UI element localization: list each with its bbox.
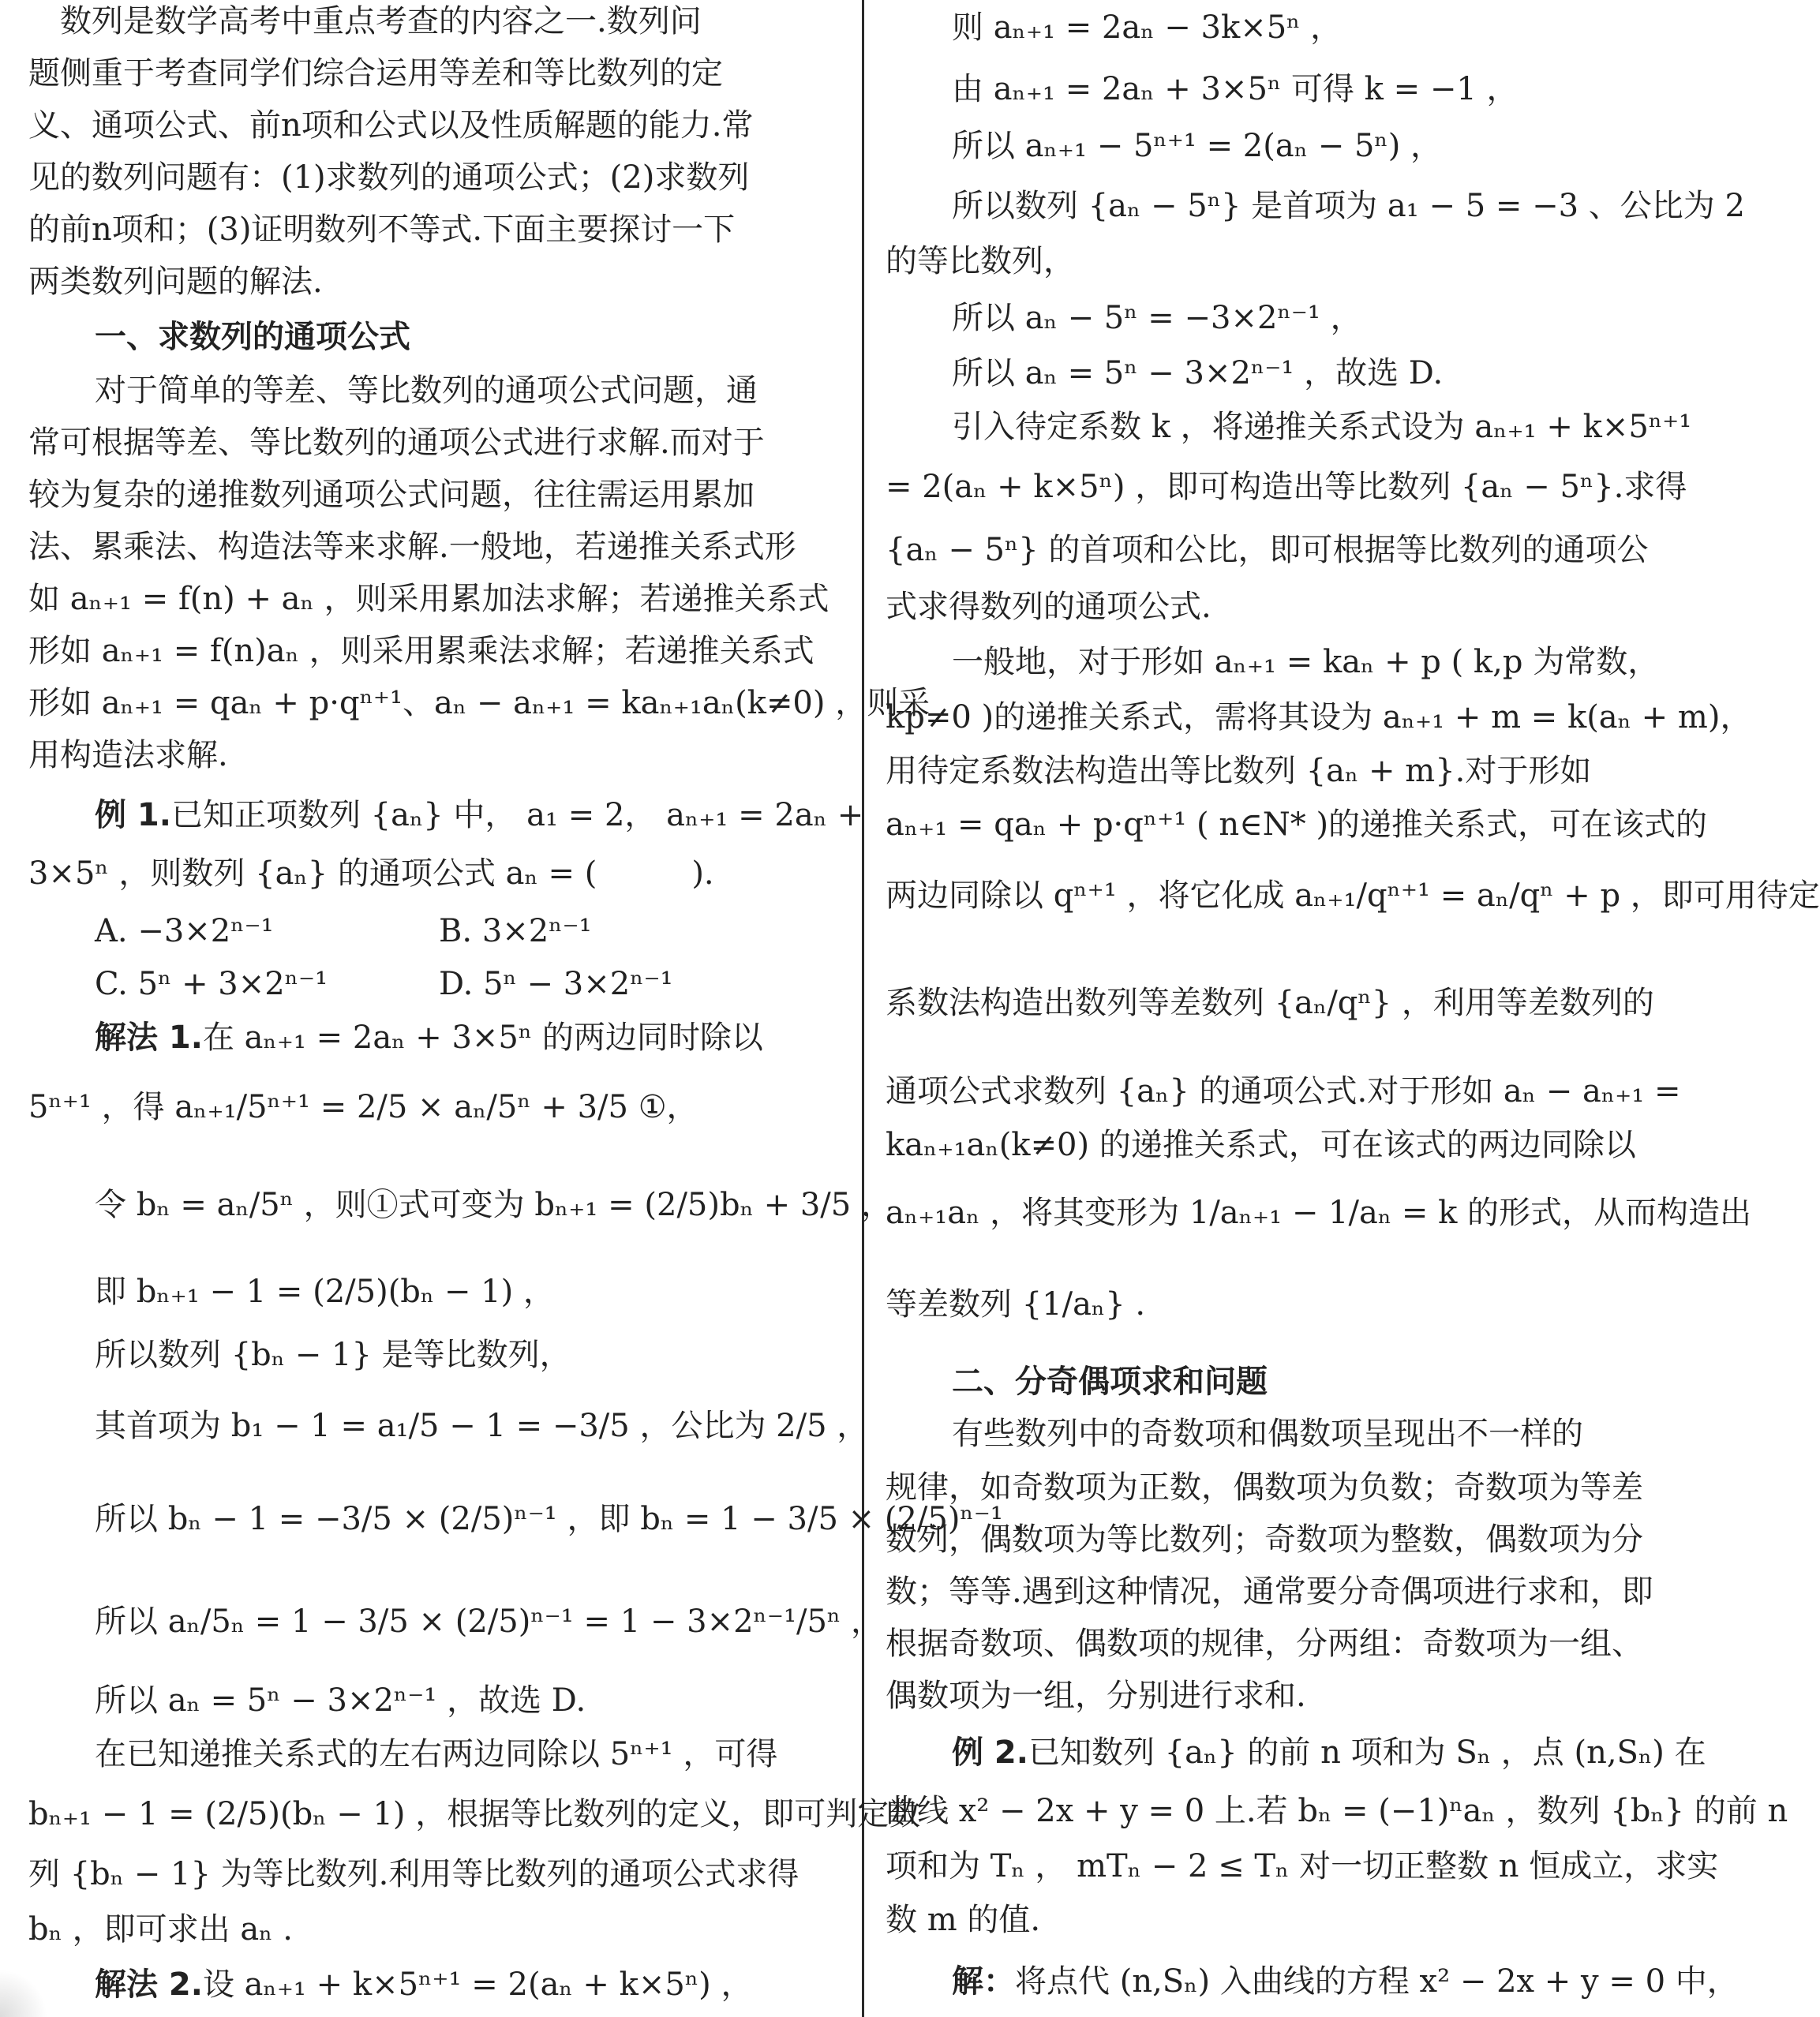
section-heading-1: 一、求数列的通项公式 <box>95 319 410 355</box>
math-line: 所以数列 {bₙ − 1} 是等比数列， <box>95 1337 571 1373</box>
example-2-label: 例 2. <box>952 1734 1028 1771</box>
example-2 <box>952 1733 1706 1772</box>
example-1-line: 3×5ⁿ ，则数列 {aₙ} 的通项公式 aₙ = ( ). <box>28 855 714 892</box>
body-line: aₙ₊₁aₙ ，将其变形为 1/aₙ₊₁ − 1/aₙ = k 的形式，从而构造出 <box>886 1195 1752 1231</box>
body-line: 项和为 Tₙ ， mTₙ − 2 ≤ Tₙ 对一切正整数 n 恒成立，求实 <box>886 1848 1719 1884</box>
body-line: 用待定系数法构造出等比数列 {aₙ + m}.对于形如 <box>886 753 1592 789</box>
example-1 <box>95 795 863 835</box>
intro-line: 的前n项和；(3)证明数列不等式.下面主要探讨一下 <box>28 211 736 248</box>
body-line: 对于简单的等差、等比数列的通项公式问题，通 <box>95 372 758 409</box>
body-line: 根据奇数项、偶数项的规律，分两组：奇数项为一组、 <box>886 1626 1643 1662</box>
body-line: 数；等等.遇到这种情况，通常要分奇偶项进行求和，即 <box>886 1574 1653 1610</box>
column-divider <box>862 0 864 2017</box>
solution-1 <box>95 1018 763 1057</box>
example-1-label: 例 1. <box>95 797 171 833</box>
example-2-text: 已知数列 {aₙ} 的前 n 项和为 Sₙ ，点 (n,Sₙ) 在 <box>1028 1734 1706 1771</box>
scan-shadow <box>0 1970 47 2017</box>
body-line: 两边同除以 qⁿ⁺¹ ，将它化成 aₙ₊₁/qⁿ⁺¹ = aₙ/qⁿ + p ，即可用待定 <box>886 878 1820 914</box>
option-c: C. 5ⁿ + 3×2ⁿ⁻¹ <box>95 966 328 1002</box>
solution-1-label: 解法 1. <box>95 1020 203 1056</box>
math-line: 所以 bₙ − 1 = −3/5 × (2/5)ⁿ⁻¹ ，即 bₙ = 1 − 3/5 × (2/5)ⁿ⁻¹ ， <box>95 1501 1045 1537</box>
math-line: 即 bₙ₊₁ − 1 = (2/5)(bₙ − 1) ， <box>95 1274 555 1310</box>
body-line: 引入待定系数 k ，将递推关系式设为 aₙ₊₁ + k×5ⁿ⁺¹ <box>952 409 1692 445</box>
solution-2-text: 设 aₙ₊₁ + k×5ⁿ⁺¹ = 2(aₙ + k×5ⁿ) ， <box>202 1966 753 2003</box>
body-line: 形如 aₙ₊₁ = qaₙ + p·qⁿ⁺¹、aₙ − aₙ₊₁ = kaₙ₊₁aₙ(k≠0) ，则采 <box>28 685 931 721</box>
math-line: 由 aₙ₊₁ = 2aₙ + 3×5ⁿ 可得 k = −1 ， <box>952 71 1519 107</box>
body-line: 系数法构造出数列等差数列 {aₙ/qⁿ} ，利用等差数列的 <box>886 985 1654 1021</box>
intro-line: 义、通项公式、前n项和公式以及性质解题的能力.常 <box>28 107 754 144</box>
body-line: 形如 aₙ₊₁ = f(n)aₙ ，则采用累乘法求解；若递推关系式 <box>28 633 815 669</box>
solution-text: 将点代 (n,Sₙ) 入曲线的方程 x² − 2x + y = 0 中， <box>1015 1963 1739 2000</box>
intro-line: 两类数列问题的解法. <box>28 264 323 300</box>
body-line: {aₙ − 5ⁿ} 的首项和公比，即可根据等比数列的通项公 <box>886 532 1649 568</box>
example-1-text: 已知正项数列 {aₙ} 中， a₁ = 2， aₙ₊₁ = 2aₙ + <box>170 797 864 833</box>
body-line: 通项公式求数列 {aₙ} 的通项公式.对于形如 aₙ − aₙ₊₁ = <box>886 1073 1681 1110</box>
intro-line: 题侧重于考查同学们综合运用等差和等比数列的定 <box>28 55 723 92</box>
body-line: 常可根据等差、等比数列的通项公式进行求解.而对于 <box>28 425 765 461</box>
math-line: 其首项为 b₁ − 1 = a₁/5 − 1 = −3/5 ，公比为 2/5 ， <box>95 1408 869 1444</box>
math-line: 所以数列 {aₙ − 5ⁿ} 是首项为 a₁ − 5 = −3 、公比为 2 <box>952 188 1745 224</box>
body-line: = 2(aₙ + k×5ⁿ) ，即可构造出等比数列 {aₙ − 5ⁿ}.求得 <box>886 469 1687 505</box>
option-b: B. 3×2ⁿ⁻¹ <box>439 913 592 949</box>
body-line: 偶数项为一组，分别进行求和. <box>886 1678 1306 1714</box>
math-line: 则 aₙ₊₁ = 2aₙ − 3k×5ⁿ ， <box>952 9 1343 46</box>
body-line: 一般地，对于形如 aₙ₊₁ = kaₙ + p ( k,p 为常数， <box>952 644 1660 680</box>
body-line: 在已知递推关系式的左右两边同除以 5ⁿ⁺¹ ，可得 <box>95 1736 778 1772</box>
option-a: A. −3×2ⁿ⁻¹ <box>95 913 274 949</box>
solution-example-2 <box>952 1962 1739 2001</box>
body-line: 等差数列 {1/aₙ} . <box>886 1286 1146 1323</box>
body-line: bₙ₊₁ − 1 = (2/5)(bₙ − 1) ，根据等比数列的定义，即可判定数 <box>28 1796 921 1832</box>
body-line: 数 m 的值. <box>886 1902 1041 1938</box>
body-line: bₙ ，即可求出 aₙ . <box>28 1911 293 1948</box>
math-line: 所以 aₙ/5ₙ = 1 − 3/5 × (2/5)ⁿ⁻¹ = 1 − 3×2ⁿ⁻¹/5ⁿ ， <box>95 1603 882 1640</box>
solution-label: 解： <box>952 1963 1015 2000</box>
body-line: 曲线 x² − 2x + y = 0 上.若 bₙ = (−1)ⁿaₙ ，数列 {bₙ} 的前 n <box>886 1793 1788 1829</box>
math-line: 所以 aₙ − 5ⁿ = −3×2ⁿ⁻¹ ， <box>952 300 1362 336</box>
solution-2 <box>95 1965 753 2004</box>
body-line: 数列，偶数项为等比数列；奇数项为整数，偶数项为分 <box>886 1521 1643 1558</box>
math-line: 所以 aₙ = 5ⁿ − 3×2ⁿ⁻¹ ，故选 D. <box>952 355 1444 391</box>
math-line: 所以 aₙ = 5ⁿ − 3×2ⁿ⁻¹ ，故选 D. <box>95 1682 586 1719</box>
math-line: 的等比数列， <box>886 243 1075 279</box>
body-line: 列 {bₙ − 1} 为等比数列.利用等比数列的通项公式求得 <box>28 1856 800 1892</box>
solution-1-text: 在 aₙ₊₁ = 2aₙ + 3×5ⁿ 的两边同时除以 <box>202 1020 763 1056</box>
body-line: 用构造法求解. <box>28 737 228 773</box>
option-d: D. 5ⁿ − 3×2ⁿ⁻¹ <box>439 966 673 1002</box>
solution-2-label: 解法 2. <box>95 1966 203 2003</box>
intro-line: 见的数列问题有：(1)求数列的通项公式；(2)求数列 <box>28 159 750 196</box>
body-line: 法、累乘法、构造法等来求解.一般地，若递推关系式形 <box>28 529 796 565</box>
math-line: 令 bₙ = aₙ/5ⁿ ，则①式可变为 bₙ₊₁ = (2/5)bₙ + 3/5 ， <box>95 1187 893 1223</box>
body-line: 较为复杂的递推数列通项公式问题，往往需运用累加 <box>28 477 755 513</box>
body-line: aₙ₊₁ = qaₙ + p·qⁿ⁺¹ ( n∈N* )的递推关系式，可在该式的 <box>886 806 1708 843</box>
math-line: 所以 aₙ₊₁ − 5ⁿ⁺¹ = 2(aₙ − 5ⁿ) ， <box>952 128 1443 164</box>
intro-line: 数列是数学高考中重点考查的内容之一.数列问 <box>28 3 702 39</box>
math-line: 5ⁿ⁺¹ ，得 aₙ₊₁/5ⁿ⁺¹ = 2/5 × aₙ/5ⁿ + 3/5 ①， <box>28 1089 698 1125</box>
body-line: kaₙ₊₁aₙ(k≠0) 的递推关系式，可在该式的两边同除以 <box>886 1127 1636 1163</box>
body-line: 规律，如奇数项为正数，偶数项为负数；奇数项为等差 <box>886 1469 1643 1506</box>
body-line: 如 aₙ₊₁ = f(n) + aₙ ，则采用累加法求解；若递推关系式 <box>28 581 829 617</box>
body-line: 式求得数列的通项公式. <box>886 589 1211 625</box>
section-heading-2: 二、分奇偶项求和问题 <box>952 1364 1268 1400</box>
body-line: kp≠0 )的递推关系式，需将其设为 aₙ₊₁ + m = k(aₙ + m)， <box>886 699 1752 735</box>
body-line: 有些数列中的奇数项和偶数项呈现出不一样的 <box>952 1416 1583 1452</box>
